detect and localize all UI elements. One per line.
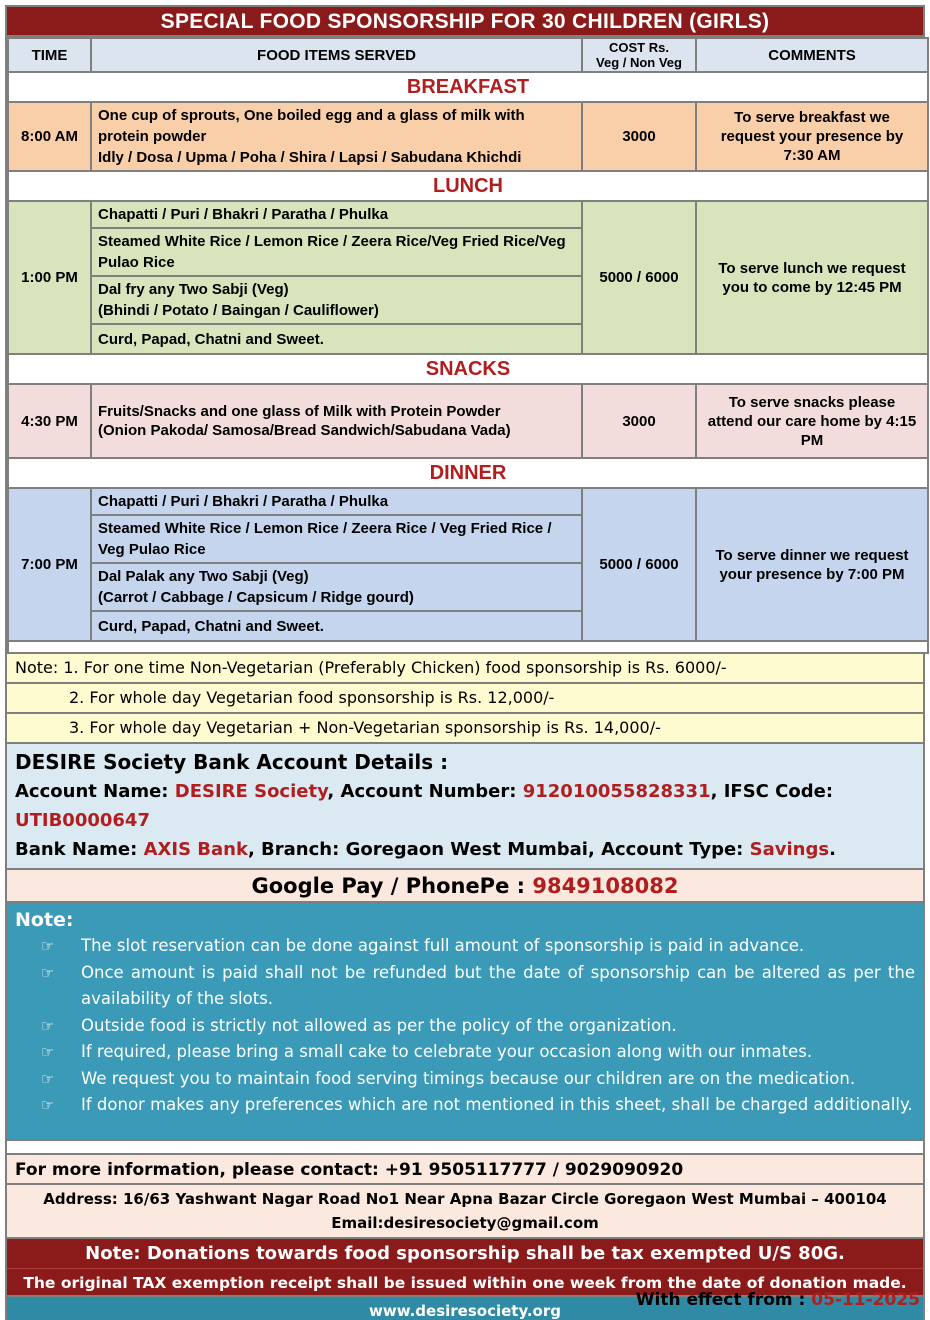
pointing-hand-icon: ☞ (41, 1043, 55, 1061)
list-item: Chapatti / Puri / Bhakri / Paratha / Phulka (91, 488, 582, 515)
list-item: Dal fry any Two Sabji (Veg) (Bhindi / Potato / Baingan / Cauliflower) (91, 276, 582, 324)
list-item: Curd, Papad, Chatni and Sweet. (91, 611, 582, 641)
menu-table (7, 37, 929, 654)
list-item: Dal Palak any Two Sabji (Veg) (Carrot / Cabbage / Capsicum / Ridge gourd) (91, 563, 582, 611)
lunch-comment: To serve lunch we request you to come by 12:45 PM (696, 201, 928, 354)
header-time: TIME (8, 38, 91, 72)
lunch-cost: 5000 / 6000 (582, 201, 696, 354)
snacks-comment: To serve snacks please attend our care home by 4:15 PM (696, 384, 928, 458)
effective-date: With effect from : 05-11-2025 (635, 1290, 920, 1310)
list-item: (Onion Pakoda/ Samosa/Bread Sandwich/Sabudana Vada) (98, 422, 511, 439)
bank-line-2: Bank Name: AXIS Bank, Branch: Goregaon West Mumbai, Account Type: Savings. (15, 839, 836, 860)
price-note-2: 2. For whole day Vegetarian food sponsorship is Rs. 12,000/- (7, 684, 923, 714)
sponsorship-sheet (5, 5, 925, 1320)
table-header-row (8, 38, 928, 72)
pointing-hand-icon: ☞ (41, 937, 55, 955)
breakfast-comment: To serve breakfast we request your presence by 7:30 AM (696, 102, 928, 171)
list-item: Steamed White Rice / Lemon Rice / Zeera Rice / Veg Fried Rice / Veg Pulao Rice (91, 515, 582, 563)
snacks-items (91, 384, 582, 458)
effective-date-value: 05-11-2025 (811, 1290, 920, 1310)
account-number: 912010055828331 (522, 781, 711, 802)
list-item: Idly / Dosa / Upma / Poha / Shira / Lapsi / Sabudana Khichdi (98, 149, 522, 166)
list-item: Curd, Papad, Chatni and Sweet. (91, 324, 582, 354)
lunch-row (8, 201, 928, 228)
page-title: SPECIAL FOOD SPONSORSHIP FOR 30 CHILDREN (GIRLS) (7, 7, 923, 37)
bank-details (7, 744, 923, 870)
notes-list (15, 933, 915, 1119)
list-item: Steamed White Rice / Lemon Rice / Zeera Rice/Veg Fried Rice/Veg Pulao Rice (91, 228, 582, 276)
dinner-comment: To serve dinner we request your presence by 7:00 PM (696, 488, 928, 641)
list-item: Fruits/Snacks and one glass of Milk with Protein Powder (98, 403, 501, 420)
header-food: FOOD ITEMS SERVED (91, 38, 582, 72)
lunch-time: 1:00 PM (8, 201, 91, 354)
dinner-time: 7:00 PM (8, 488, 91, 641)
bank-heading: DESIRE Society Bank Account Details : (15, 750, 449, 774)
list-item: ☞ If donor makes any preferences which are not mentioned in this sheet, shall be charged additionally. (41, 1092, 915, 1119)
account-type: Savings (749, 839, 830, 860)
section-breakfast: BREAKFAST (8, 72, 928, 102)
account-name: DESIRE Society (174, 781, 328, 802)
notes-panel (7, 903, 923, 1141)
header-cost: COST Rs. Veg / Non Veg (582, 38, 696, 72)
ifsc-code: UTIB0000647 (15, 810, 150, 831)
dinner-cost: 5000 / 6000 (582, 488, 696, 641)
pointing-hand-icon: ☞ (41, 1016, 55, 1035)
address-block (7, 1185, 923, 1239)
bank-line-1: Account Name: DESIRE Society, Account Number: 912010055828331, IFSC Code: UTIB0000647 (15, 781, 834, 831)
list-item: Chapatti / Puri / Bhakri / Paratha / Phulka (91, 201, 582, 228)
list-item: ☞ Outside food is strictly not allowed as per the policy of the organization. (41, 1013, 915, 1040)
snacks-time: 4:30 PM (8, 384, 91, 458)
website-link[interactable]: www.desiresociety.org (7, 1297, 923, 1320)
breakfast-time: 8:00 AM (8, 102, 91, 171)
address: Address: 16/63 Yashwant Nagar Road No1 Near Apna Bazar Circle Goregaon West Mumbai – 400104 (43, 1190, 887, 1208)
email: Email:desiresociety@gmail.com (331, 1214, 599, 1232)
gpay-line: Google Pay / PhonePe : 9849108082 (7, 870, 923, 903)
pointing-hand-icon: ☞ (41, 1096, 55, 1114)
list-item: ☞ We request you to maintain food serving timings because our children are on the medication. (41, 1066, 915, 1093)
dinner-row (8, 488, 928, 515)
price-note-1: Note: 1. For one time Non-Vegetarian (Preferably Chicken) food sponsorship is Rs. 6000/- (7, 654, 923, 684)
breakfast-cost: 3000 (582, 102, 696, 171)
spacer-row (8, 641, 928, 653)
price-note-3: 3. For whole day Vegetarian + Non-Vegetarian sponsorship is Rs. 14,000/- (7, 714, 923, 744)
breakfast-items (91, 102, 582, 171)
breakfast-row (8, 102, 928, 171)
list-item: One cup of sprouts, One boiled egg and a glass of milk with protein powder (98, 107, 525, 145)
spacer (7, 1141, 923, 1155)
bank-name: AXIS Bank (143, 839, 248, 860)
pointing-hand-icon: ☞ (41, 1069, 55, 1088)
section-dinner: DINNER (8, 458, 928, 488)
header-comments: COMMENTS (696, 38, 928, 72)
snacks-cost: 3000 (582, 384, 696, 458)
contact-line: For more information, please contact: +91 9505117777 / 9029090920 (7, 1155, 923, 1185)
list-item: ☞ Once amount is paid shall not be refunded but the date of sponsorship can be altered as per the availability of the slots. (41, 960, 915, 1013)
tax-receipt-note: The original TAX exemption receipt shall be issued within one week from the date of donation made. (7, 1269, 923, 1297)
gpay-number: 9849108082 (532, 874, 679, 898)
list-item: ☞ If required, please bring a small cake to celebrate your occasion along with our inmates. (41, 1039, 915, 1066)
section-lunch: LUNCH (8, 171, 928, 201)
tax-note: Note: Donations towards food sponsorship shall be tax exempted U/S 80G. (7, 1239, 923, 1269)
snacks-row (8, 384, 928, 458)
list-item: ☞ The slot reservation can be done against full amount of sponsorship is paid in advance. (41, 933, 915, 960)
section-snacks: SNACKS (8, 354, 928, 384)
notes-heading: Note: (15, 909, 74, 931)
pointing-hand-icon: ☞ (41, 963, 55, 982)
